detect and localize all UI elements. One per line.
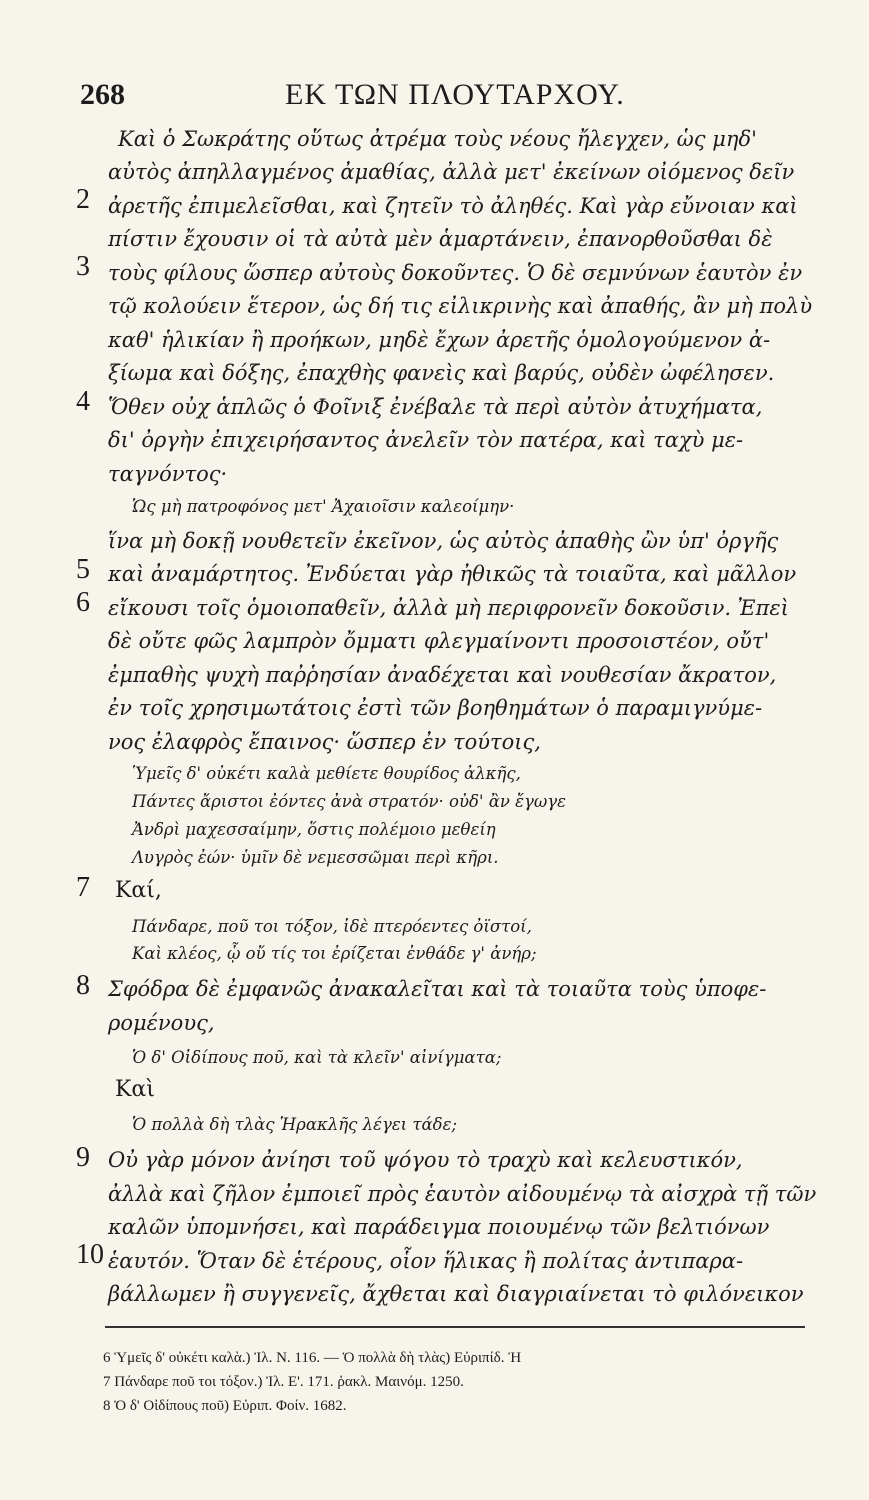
section-number: 2 (76, 184, 90, 215)
text-line: ἑαυτόν. Ὅταν δὲ ἑτέρους, οἷον ἥλικας ἢ πολίτας ἀντιπαρα- (108, 1249, 744, 1273)
text-line: αὐτὸς ἀπηλλαγμένος ἀμαθίας, ἀλλὰ μετ' ἐκείνων οἰόμενος δεῖν (108, 160, 795, 184)
section-number: 10 (76, 1239, 104, 1270)
text-line: δὲ οὔτε φῶς λαμπρὸν ὄμματι φλεγμαίνοντι προσοιστέον, οὔτ' (108, 629, 770, 653)
text-line: ξίωμα καὶ δόξης, ἐπαχθὴς φανεὶς καὶ βαρύς, οὐδὲν ὠφέλησεν. (108, 361, 775, 385)
verse-line: Καὶ κλέος, ᾧ οὔ τίς τοι ἐρίζεται ἐνθάδε γ' ἀνήρ; (132, 944, 537, 963)
verse-line: Ὁ δ' Οἰδίπους ποῦ, καὶ τὰ κλεῖν' αἰνίγματα; (132, 1048, 502, 1067)
text-line: Σφόδρα δὲ ἐμφανῶς ἀνακαλεῖται καὶ τὰ τοιαῦτα τοὺς ὑποφε- (108, 977, 767, 1001)
text-line: νος ἐλαφρὸς ἔπαινος· ὥσπερ ἐν τούτοις, (108, 730, 541, 754)
text-line: ἀλλὰ καὶ ζῆλον ἐμποιεῖ πρὸς ἑαυτὸν αἰδουμένῳ τὰ αἰσχρὰ τῇ τῶν (108, 1182, 817, 1206)
page-header (80, 78, 789, 124)
text-line: βάλλωμεν ἢ συγγενεῖς, ἄχθεται καὶ διαγριαίνεται τὸ φιλόνεικον (108, 1282, 804, 1306)
text-line: ταγνόντος· (108, 462, 228, 486)
verse-line: Ὑμεῖς δ' οὐκέτι καλὰ μεθίετε θουρίδος ἀλκῆς, (132, 764, 521, 783)
text-line: καλῶν ὑπομνήσει, καὶ παράδειγμα ποιουμένῳ τῶν βελτιόνων (108, 1215, 770, 1239)
text-line: Καί, (115, 878, 162, 903)
text-line: Οὐ γὰρ μόνον ἀνίησι τοῦ ψόγου τὸ τραχὺ καὶ κελευστικόν, (108, 1148, 743, 1172)
text-line: ἵνα μὴ δοκῇ νουθετεῖν ἐκεῖνον, ὡς αὐτὸς ἀπαθὴς ὢν ὑπ' ὀργῆς (108, 529, 779, 553)
section-number: 8 (76, 970, 90, 1001)
footnote: 7 Πάνδαρε ποῦ τοι τόξον.) Ἰλ. Ε'. 171. ῥακλ. Μαινόμ. 1250. (103, 1374, 464, 1390)
section-number: 3 (76, 251, 90, 282)
verse-line: Πάντες ἄριστοι ἐόντες ἀνὰ στρατόν· οὐδ' ἂν ἔγωγε (132, 792, 567, 811)
section-number: 5 (76, 554, 90, 585)
text-line: εἴκουσι τοῖς ὁμοιοπαθεῖν, ἀλλὰ μὴ περιφρονεῖν δοκοῦσιν. Ἐπεὶ (108, 596, 789, 620)
section-number: 4 (76, 386, 90, 417)
page-number: 268 (80, 78, 125, 111)
verse-line: Λυγρὸς ἐών· ὑμῖν δὲ νεμεσσῶμαι περὶ κῆρι. (132, 848, 499, 867)
text-line: καθ' ἡλικίαν ἢ προήκων, μηδὲ ἔχων ἀρετῆς ὁμολογούμενον ἀ- (108, 328, 771, 352)
text-line: δι' ὀργὴν ἐπιχειρήσαντος ἀνελεῖν τὸν πατέρα, καὶ ταχὺ με- (108, 428, 744, 452)
text-line: ἐν τοῖς χρησιμωτάτοις ἐστὶ τῶν βοηθημάτων ὁ παραμιγνύμε- (108, 696, 763, 720)
text-line: καὶ ἀναμάρτητος. Ἐνδύεται γὰρ ἠθικῶς τὰ τοιαῦτα, καὶ μᾶλλον (108, 562, 797, 586)
text-line: Καὶ ὁ Σωκράτης οὕτως ἀτρέμα τοὺς νέους ἤλεγχεν, ὡς μηδ' (118, 127, 757, 151)
section-number: 6 (76, 587, 90, 618)
text-line: τοὺς φίλους ὥσπερ αὐτοὺς δοκοῦντες. Ὁ δὲ σεμνύνων ἑαυτὸν ἐν (108, 261, 803, 285)
text-line: ἀρετῆς ἐπιμελεῖσθαι, καὶ ζητεῖν τὸ ἀληθές. Καὶ γὰρ εὔνοιαν καὶ (108, 194, 798, 218)
footnote: 8 Ὁ δ' Οἰδίπους ποῦ) Εὐριπ. Φοίν. 1682. (103, 1398, 347, 1414)
text-line: πίστιν ἔχουσιν οἱ τὰ αὐτὰ μὲν ἁμαρτάνειν, ἐπανορθοῦσθαι δὲ (108, 227, 773, 251)
section-number: 9 (76, 1142, 90, 1173)
verse-line: Ἀνδρὶ μαχεσσαίμην, ὅστις πολέμοιο μεθείη (132, 820, 496, 839)
running-title: ΕΚ ΤΩΝ ΠΛΟΥΤΑΡΧΟΥ. (285, 78, 625, 111)
text-line: Καὶ (115, 1077, 155, 1102)
section-number: 7 (76, 872, 90, 903)
text-line: Ὅθεν οὐχ ἁπλῶς ὁ Φοῖνιξ ἐνέβαλε τὰ περὶ αὐτὸν ἀτυχήματα, (108, 395, 763, 419)
footnote: 6 Ὑμεῖς δ' οὐκέτι καλὰ.) Ἰλ. Ν. 116. — Ὁ πολλὰ δὴ τλὰς) Εὐριπίδ. Ἡ (103, 1350, 522, 1366)
text-line: τῷ κολούειν ἕτερον, ὡς δή τις εἰλικρινὴς καὶ ἀπαθής, ἂν μὴ πολὺ (108, 294, 813, 318)
text-line: ρομένους, (108, 1011, 215, 1035)
text-line: ἐμπαθὴς ψυχὴ παῤῥησίαν ἀναδέχεται καὶ νουθεσίαν ἄκρατον, (108, 663, 777, 687)
verse-line: Πάνδαρε, ποῦ τοι τόξον, ἰδὲ πτερόεντες ὀϊστοί, (132, 917, 532, 936)
footnote-divider (105, 1326, 805, 1328)
verse-line: Ὡς μὴ πατροφόνος μετ' Ἀχαιοῖσιν καλεοίμην· (132, 497, 515, 516)
verse-line: Ὁ πολλὰ δὴ τλὰς Ἡρακλῆς λέγει τάδε; (132, 1115, 458, 1134)
